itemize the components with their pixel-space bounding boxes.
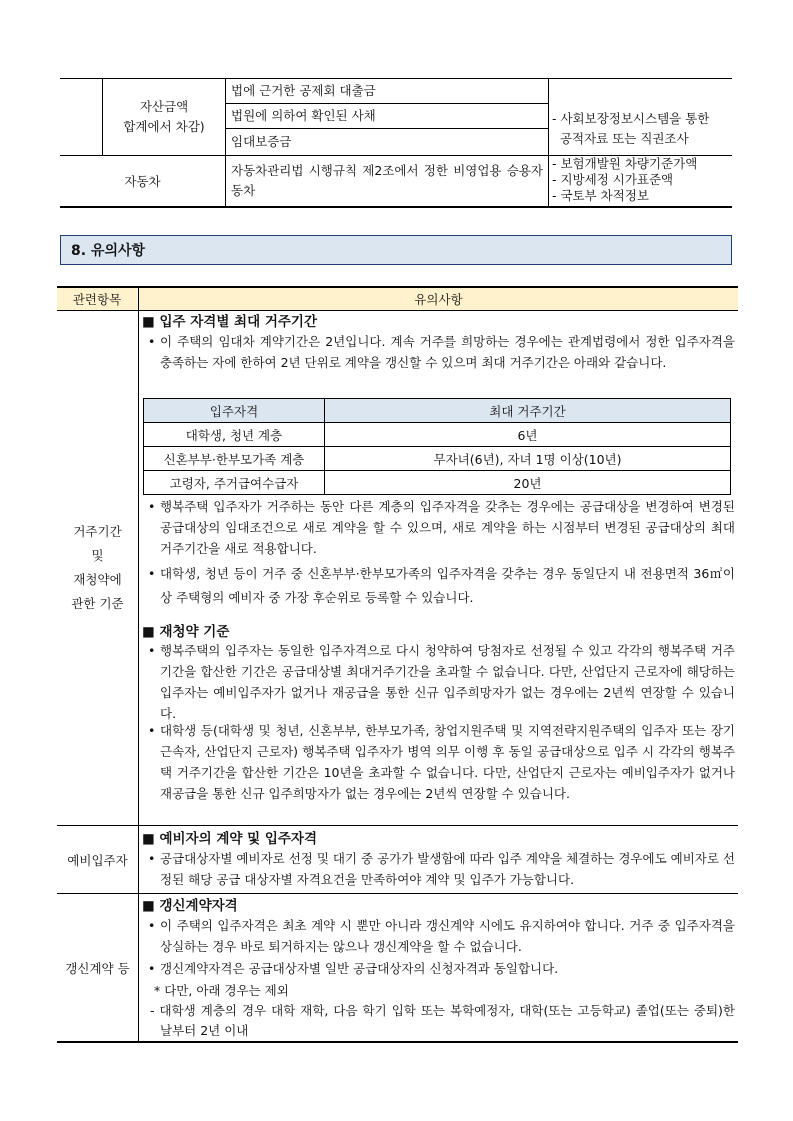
bullet-item: • 이 주택의 임대차 계약기간은 2년입니다. 계속 거주를 희망하는 경우에는 관계법령에서 정한 입주자격을 충족하는 자에 한하여 2년 단위로 계약을 갱신할 수 있으며 최대 거주기간은 아래와 같습니다. (148, 331, 735, 373)
table-bottom-border (57, 1041, 738, 1043)
residence-period-table (143, 398, 731, 495)
bullet-item: • 대학생 등(대학생 및 청년, 신혼부부, 한부모가족, 창업지원주택 및 지역전략지원주택의 입주자 또는 장기근속자, 산업단지 근로자) 행복주택 입주자가 병역 의무 이행 후 동일 공급대상으로 입주 시 각각의 행복주택 거주기간을 합산한 기간은 10년을 초과할 수 없습니다. 다만, 산업단지 근로자는 예비입주자가 없거나 재공급을 통한 신규 입주희망자가 없는 경우에는 2년씩 연장할 수 있습니다. (148, 720, 735, 804)
table-top-border (57, 286, 738, 288)
inner-header: 입주자격 (144, 399, 325, 423)
car-desc: 자동차관리법 시행규칙 제2조에서 정한 비영업용 승용자동차 (231, 163, 543, 198)
car-method-2: - 지방세정 시가표준액 (552, 172, 674, 187)
row2-label: 예비입주자 (67, 852, 128, 868)
paragraph: 이 주택의 임대차 계약기간은 2년입니다. 계속 거주를 희망하는 경우에는 관계법령에서 정한 입주자격을 충족하는 자에 한하여 2년 단위로 계약을 갱신할 수 있으며 최대 거주기간은 아래와 같습니다. (160, 334, 735, 370)
inner-cell: 무자녀(6년), 자녀 1명 이상(10년) (325, 447, 731, 471)
car-method-1: - 보험개발원 차량기준가액 (552, 156, 698, 171)
bullet-item: • 행복주택 입주자가 거주하는 동안 다른 계층의 입주자격을 갖추는 경우에는 공급대상을 변경하여 변경된 공급대상의 임대조건으로 새로 계약을 할 수 있으며, 새로 계약을 하는 시점부터 변경된 공급대상의 최대 거주기간을 새로 적용합니다. (148, 496, 735, 559)
row3-label: 갱신계약 등 (65, 960, 130, 976)
paragraph: 공급대상자별 예비자로 선정 및 대기 중 공가가 발생함에 따라 입주 계약을 체결하는 경우에도 예비자로 선정된 해당 공급 대상자별 자격요건을 만족하여야 계약 및 입주가 가능합니다. (160, 851, 735, 887)
inner-header: 최대 거주기간 (325, 399, 731, 423)
asset-label: 자산금액 합계에서 차감) (123, 99, 205, 134)
asset-row-2: 법원에 의하여 확인된 사채 (231, 108, 376, 123)
row-divider (225, 128, 548, 129)
paragraph: 갱신계약자격은 공급대상자별 일반 공급대상자의 신청자격과 동일합니다. (160, 961, 559, 976)
inner-cell: 신혼부부·한부모가족 계층 (144, 447, 325, 471)
paragraph: 대학생 등(대학생 및 청년, 신혼부부, 한부모가족, 창업지원주택 및 지역전략지원주택의 입주자 또는 장기근속자, 산업단지 근로자) 행복주택 입주자가 병역 의무 이행 후 동일 공급대상으로 입주 시 각각의 행복주택 거주기간을 합산한 기간은 10년을 초과할 수 없습니다. 다만, 산업단지 근로자는 예비입주자가 없거나 재공급을 통한 신규 입주희망자가 없는 경우에는 2년씩 연장할 수 있습니다. (160, 723, 735, 801)
paragraph: 이 주택의 입주자격은 최초 계약 시 뿐만 아니라 갱신계약 시에도 유지하여야 합니다. 거주 중 입주자격을 상실하는 경우 바로 퇴거하지는 않으나 갱신계약을 할 수 없습니다. (160, 918, 735, 954)
asset-row-3: 임대보증금 (231, 134, 292, 149)
bullet-item: • 이 주택의 입주자격은 최초 계약 시 뿐만 아니라 갱신계약 시에도 유지하여야 합니다. 거주 중 입주자격을 상실하는 경우 바로 퇴거하지는 않으나 갱신계약을 할 수 없습니다. (148, 915, 735, 957)
inner-cell: 6년 (325, 423, 731, 447)
dash-item: - 대학생 계층의 경우 대학 재학, 다음 학기 입학 또는 복학예정자, 대학(또는 고등학교) 졸업(또는 중퇴)한 날부터 2년 이내 (150, 1003, 735, 1038)
row-divider (225, 103, 548, 104)
bullet-item: • 갱신계약자격은 공급대상자별 일반 공급대상자의 신청자격과 동일합니다. (148, 958, 735, 979)
inner-cell: 대학생, 청년 계층 (144, 423, 325, 447)
top-table-bottom-border (60, 206, 732, 208)
heading-max-residence: ■ 입주 자격별 최대 거주기간 (142, 314, 318, 330)
bullet-item: • 공급대상자별 예비자로 선정 및 대기 중 공가가 발생함에 따라 입주 계약을 체결하는 경우에도 예비자로 선정된 해당 공급 대상자별 자격요건을 만족하여야 계약 및 입주가 가능합니다. (148, 848, 735, 890)
col-divider (548, 78, 549, 206)
section-header (60, 235, 732, 265)
heading-waitlist: ■ 예비자의 계약 및 입주자격 (142, 831, 318, 847)
col-divider (138, 286, 139, 1042)
row1-label: 거주기간 및 재청약에 관한 기준 (71, 524, 124, 611)
inner-cell: 고령자, 주거급여수급자 (144, 471, 325, 495)
heading-reapply: ■ 재청약 기준 (142, 624, 230, 640)
heading-renewal: ■ 갱신계약자격 (142, 898, 238, 914)
col2-header: 유의사항 (139, 287, 738, 310)
asset-row-1: 법에 근거한 공제회 대출금 (231, 83, 376, 98)
col1-header: 관련항목 (57, 287, 137, 310)
note: * 다만, 아래 경우는 제외 (154, 983, 289, 998)
car-method-3: - 국토부 차적정보 (552, 188, 649, 203)
col-divider (225, 78, 226, 206)
row-divider (57, 825, 738, 826)
car-label: 자동차 (124, 174, 161, 189)
paragraph: 대학생, 청년 등이 거주 중 신혼부부·한부모가족의 입주자격을 갖추는 경우 동일단지 내 전용면적 36㎡이상 주택형의 예비자 중 가장 후순위로 등록할 수 있습니다. (160, 566, 735, 605)
inner-cell: 20년 (325, 471, 731, 495)
section-title: 8. 유의사항 (71, 243, 146, 259)
paragraph: 행복주택 입주자가 거주하는 동안 다른 계층의 입주자격을 갖추는 경우에는 공급대상을 변경하여 변경된 공급대상의 임대조건으로 새로 계약을 할 수 있으며, 새로 계약을 하는 시점부터 변경된 공급대상의 최대 거주기간을 새로 적용합니다. (160, 499, 735, 556)
asset-method: - 사회보장정보시스템을 통한 공적자료 또는 직권조사 (552, 111, 710, 146)
paragraph: 행복주택의 입주자는 동일한 입주자격으로 다시 청약하여 당첨자로 선정될 수 있고 각각의 행복주택 거주기간을 합산한 기간은 공급대상별 최대거주기간을 초과할 수 없습니다. 다만, 산업단지 근로자에 해당하는 입주자는 예비입주자가 없거나 재공급을 통한 신규 입주희망자가 없는 경우에는 2년씩 연장할 수 있습니다. (160, 643, 735, 721)
bullet-item: • 행복주택의 입주자는 동일한 입주자격으로 다시 청약하여 당첨자로 선정될 수 있고 각각의 행복주택 거주기간을 합산한 기간은 공급대상별 최대거주기간을 초과할 수 없습니다. 다만, 산업단지 근로자에 해당하는 입주자는 예비입주자가 없거나 재공급을 통한 신규 입주희망자가 없는 경우에는 2년씩 연장할 수 있습니다. (148, 640, 735, 724)
bullet-item: • 대학생, 청년 등이 거주 중 신혼부부·한부모가족의 입주자격을 갖추는 경우 동일단지 내 전용면적 36㎡이상 주택형의 예비자 중 가장 후순위로 등록할 수 있습니다. (148, 562, 735, 610)
